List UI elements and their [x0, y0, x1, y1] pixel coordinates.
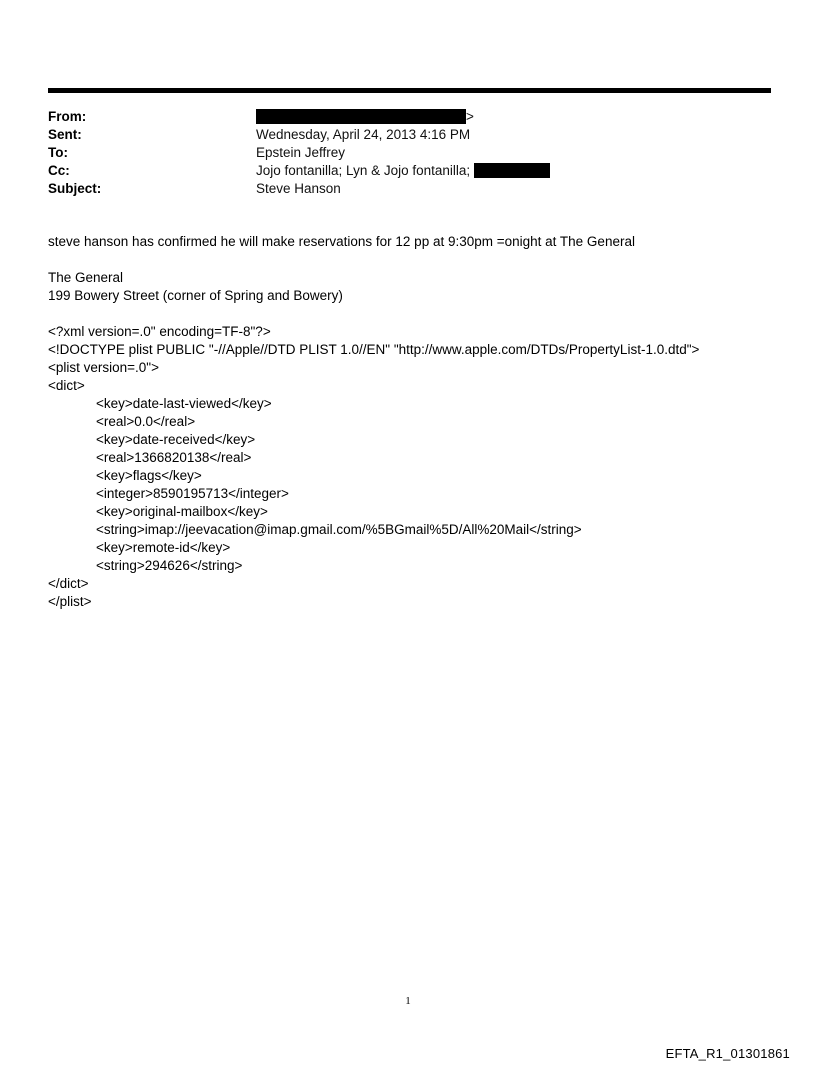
document-id: EFTA_R1_01301861	[665, 1046, 790, 1061]
dict-line: <key>date-received</key>	[96, 432, 256, 447]
dict-line: <key>date-last-viewed</key>	[96, 396, 272, 411]
address-line: 199 Bowery Street (corner of Spring and Bowery)	[48, 288, 343, 303]
subject-label: Subject:	[48, 181, 102, 196]
header-rule	[48, 88, 771, 93]
cc-value	[256, 162, 550, 180]
plist-line: <?xml version=.0" encoding=TF-8"?>	[48, 324, 271, 339]
from-label: From:	[48, 109, 87, 124]
subject-value: Steve Hanson	[256, 181, 341, 196]
dict-line: <key>remote-id</key>	[96, 540, 231, 555]
plist-line: <!DOCTYPE plist PUBLIC "-//Apple//DTD PLIST 1.0//EN" "http://www.apple.com/DTDs/PropertyList-1.0.dtd">	[48, 342, 700, 357]
dict-line: <string>294626</string>	[96, 558, 243, 573]
cc-label: Cc:	[48, 163, 70, 178]
sent-row	[48, 126, 771, 144]
closing-line: </dict>	[48, 576, 89, 591]
to-label: To:	[48, 145, 68, 160]
cc-row	[48, 162, 771, 180]
dict-line: <string>imap://jeevacation@imap.gmail.com/%5BGmail%5D/All%20Mail</string>	[96, 522, 582, 537]
closing-line: </plist>	[48, 594, 92, 609]
cc-text: Jojo fontanilla; Lyn & Jojo fontanilla;	[256, 163, 471, 178]
dict-line: <key>original-mailbox</key>	[96, 504, 268, 519]
plist-line: <dict>	[48, 378, 85, 393]
address-line: The General	[48, 270, 124, 285]
intro-paragraph: steve hanson has confirmed he will make reservations for 12 pp at 9:30pm =onight at The General	[48, 234, 635, 249]
dict-line: <real>1366820138</real>	[96, 450, 252, 465]
dict-line: <key>flags</key>	[96, 468, 202, 483]
sent-label: Sent:	[48, 127, 82, 142]
dict-line: <real>0.0</real>	[96, 414, 196, 429]
redaction-block	[474, 163, 550, 178]
plist-line: <plist version=.0">	[48, 360, 159, 375]
dict-line: <integer>8590195713</integer>	[96, 486, 289, 501]
email-header	[48, 108, 771, 198]
email-body	[48, 233, 778, 611]
subject-row	[48, 180, 771, 198]
from-row	[48, 108, 771, 126]
redaction-block	[256, 109, 466, 124]
to-value: Epstein Jeffrey	[256, 145, 346, 160]
sent-value: Wednesday, April 24, 2013 4:16 PM	[256, 127, 471, 142]
from-suffix: >	[466, 109, 474, 124]
from-value	[256, 108, 474, 126]
page-number: 1	[405, 995, 411, 1007]
to-row	[48, 144, 771, 162]
